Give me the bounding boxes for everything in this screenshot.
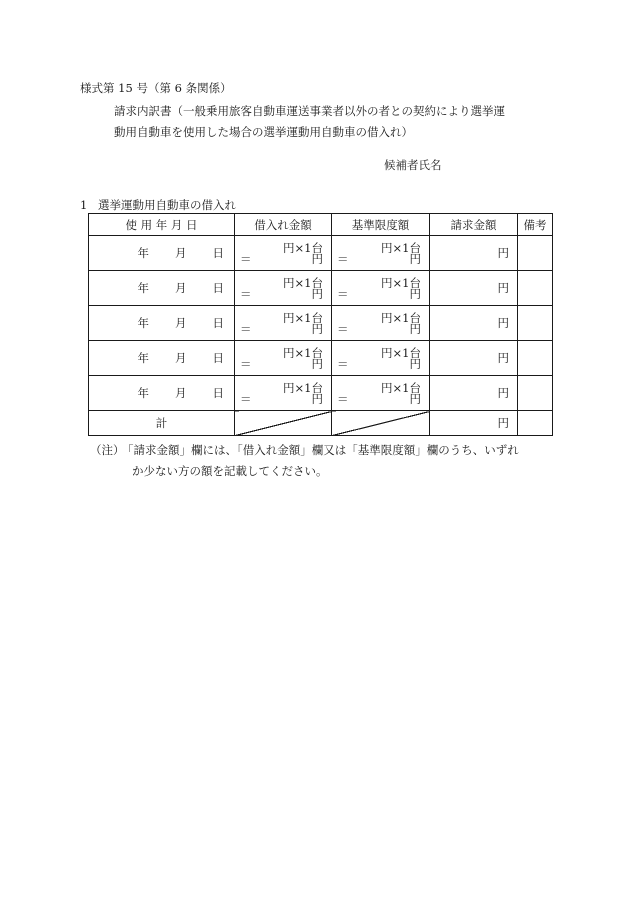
day-label: 日: [212, 281, 224, 295]
remarks-cell[interactable]: [518, 271, 553, 306]
yen-unit: 円: [311, 392, 323, 406]
remarks-cell[interactable]: [518, 236, 553, 271]
form-number: 様式第 15 号（第 6 条関係）: [80, 81, 232, 95]
usage-date-cell[interactable]: [89, 236, 235, 271]
rental-amount-cell[interactable]: [235, 236, 332, 271]
per-vehicle-unit: 円×1台: [283, 381, 323, 395]
claim-amount-cell[interactable]: 円: [430, 306, 518, 341]
candidate-name-label: 候補者氏名: [384, 158, 442, 172]
per-vehicle-unit: 円×1台: [381, 276, 421, 290]
header-usage-date: 使 用 年 月 日: [89, 214, 235, 236]
yen-unit: 円: [311, 322, 323, 336]
per-vehicle-unit: 円×1台: [381, 381, 421, 395]
per-vehicle-unit: 円×1台: [283, 346, 323, 360]
limit-amount-cell[interactable]: [332, 306, 430, 341]
rental-amount-cell[interactable]: [235, 341, 332, 376]
table-row: [89, 341, 553, 376]
rental-amount-cell[interactable]: [235, 271, 332, 306]
month-label: 月: [175, 316, 187, 330]
equals-sign: ＝: [337, 287, 349, 301]
day-label: 日: [212, 246, 224, 260]
footnote-text-2: か少ない方の額を記載してください。: [132, 464, 328, 478]
rental-amount-cell[interactable]: [235, 306, 332, 341]
limit-amount-cell[interactable]: [332, 376, 430, 411]
total-claim-amount[interactable]: 円: [430, 411, 518, 436]
footnote-line-2: [90, 461, 560, 482]
total-row: [89, 411, 553, 436]
yen-unit: 円: [311, 252, 323, 266]
remarks-cell[interactable]: [518, 306, 553, 341]
usage-date-cell[interactable]: [89, 376, 235, 411]
remarks-cell[interactable]: [518, 376, 553, 411]
header-remarks: 備考: [518, 214, 553, 236]
equals-sign: ＝: [337, 357, 349, 371]
claim-amount-cell[interactable]: 円: [430, 271, 518, 306]
yen-unit: 円: [409, 322, 421, 336]
section-title: 選挙運動用自動車の借入れ: [98, 198, 236, 212]
equals-sign: ＝: [337, 252, 349, 266]
day-label: 日: [212, 351, 224, 365]
document-title: [114, 101, 544, 143]
equals-sign: ＝: [240, 357, 252, 371]
equals-sign: ＝: [337, 392, 349, 406]
usage-date-cell[interactable]: [89, 341, 235, 376]
per-vehicle-unit: 円×1台: [283, 241, 323, 255]
limit-amount-cell[interactable]: [332, 236, 430, 271]
per-vehicle-unit: 円×1台: [283, 276, 323, 290]
per-vehicle-unit: 円×1台: [381, 241, 421, 255]
total-remarks[interactable]: [518, 411, 553, 436]
per-vehicle-unit: 円×1台: [283, 311, 323, 325]
per-vehicle-unit: 円×1台: [381, 346, 421, 360]
year-label: 年: [137, 246, 149, 260]
month-label: 月: [175, 386, 187, 400]
limit-amount-cell[interactable]: [332, 271, 430, 306]
year-label: 年: [137, 351, 149, 365]
equals-sign: ＝: [337, 322, 349, 336]
rental-amount-cell[interactable]: [235, 376, 332, 411]
rental-table: [88, 213, 553, 436]
per-vehicle-unit: 円×1台: [381, 311, 421, 325]
footnote-text-1: 「請求金額」欄には、「借入れ金額」欄又は「基準限度額」欄のうち、いずれ: [122, 443, 519, 457]
month-label: 月: [175, 246, 187, 260]
yen-unit: 円: [409, 357, 421, 371]
year-label: 年: [137, 281, 149, 295]
section-number: 1: [80, 198, 88, 212]
yen-unit: 円: [311, 287, 323, 301]
table-row: [89, 376, 553, 411]
table-header-row: [89, 214, 553, 236]
table-row: [89, 271, 553, 306]
total-limit-empty: [332, 411, 430, 436]
equals-sign: ＝: [240, 287, 252, 301]
year-label: 年: [137, 386, 149, 400]
title-line-1: 請求内訳書（一般乗用旅客自動車運送事業者以外の者との契約により選挙運: [114, 104, 505, 118]
yen-unit: 円: [409, 392, 421, 406]
footnote-label: （注）: [90, 443, 125, 457]
claim-amount-cell[interactable]: 円: [430, 341, 518, 376]
total-rental-empty: [235, 411, 332, 436]
section-heading: [80, 197, 236, 213]
day-label: 日: [212, 316, 224, 330]
total-label: 計: [89, 411, 235, 436]
year-label: 年: [137, 316, 149, 330]
yen-unit: 円: [409, 252, 421, 266]
equals-sign: ＝: [240, 322, 252, 336]
title-line-2: 動用自動車を使用した場合の選挙運動用自動車の借入れ）: [114, 125, 413, 139]
equals-sign: ＝: [240, 392, 252, 406]
remarks-cell[interactable]: [518, 341, 553, 376]
equals-sign: ＝: [240, 252, 252, 266]
yen-unit: 円: [409, 287, 421, 301]
usage-date-cell[interactable]: [89, 306, 235, 341]
footnote: [90, 440, 560, 482]
footnote-line-1: [90, 440, 560, 461]
table-row: [89, 306, 553, 341]
yen-unit: 円: [311, 357, 323, 371]
claim-amount-cell[interactable]: 円: [430, 236, 518, 271]
table-row: [89, 236, 553, 271]
header-limit-amount: 基準限度額: [332, 214, 430, 236]
header-claim-amount: 請求金額: [430, 214, 518, 236]
month-label: 月: [175, 351, 187, 365]
limit-amount-cell[interactable]: [332, 341, 430, 376]
header-rental-amount: 借入れ金額: [235, 214, 332, 236]
day-label: 日: [212, 386, 224, 400]
usage-date-cell[interactable]: [89, 271, 235, 306]
month-label: 月: [175, 281, 187, 295]
claim-amount-cell[interactable]: 円: [430, 376, 518, 411]
